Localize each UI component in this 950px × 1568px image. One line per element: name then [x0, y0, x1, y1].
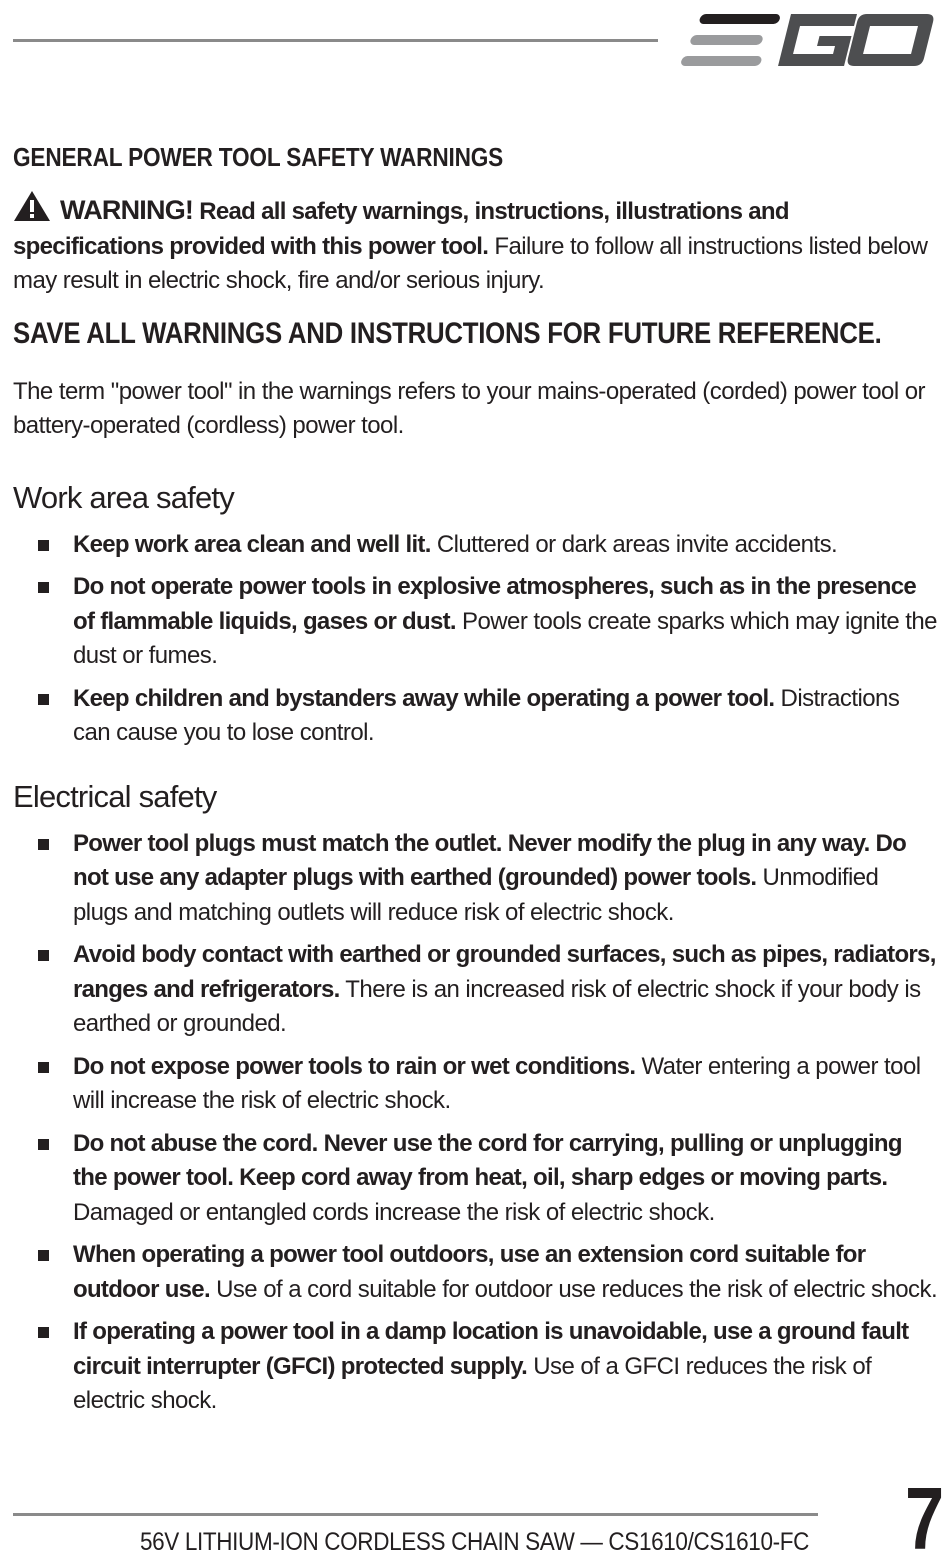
item-text: Distractions can cause you to lose control.	[73, 684, 900, 746]
warning-bold-text: Read all safety warnings, instructions, illustrations and specifications provided with this power tool.	[13, 198, 789, 260]
section-title: GENERAL POWER TOOL SAFETY WARNINGS	[13, 142, 504, 172]
page-number: 7	[905, 1469, 945, 1568]
ego-logo	[680, 10, 938, 70]
footer-product-line: 56V LITHIUM-ION CORDLESS CHAIN SAW — CS1610/CS1610-FC	[140, 1528, 810, 1556]
item-bold: If operating a power tool in a damp location is unavoidable, use a ground fault circuit interrupter (GFCI) protected supply.	[73, 1318, 909, 1380]
item-text: Water entering a power tool will increase the risk of electric shock.	[73, 1052, 921, 1114]
list-item	[13, 528, 938, 563]
item-bold: Avoid body contact with earthed or grounded surfaces, such as pipes, radiators, ranges and refrigerators.	[73, 941, 936, 1003]
bullet-icon	[38, 1139, 49, 1150]
work-area-heading: Work area safety	[13, 479, 234, 515]
header-rule	[13, 39, 658, 42]
list-item	[13, 1315, 938, 1419]
list-item	[13, 1050, 938, 1119]
item-text: Cluttered or dark areas invite accidents.	[436, 530, 838, 558]
bullet-icon	[38, 1062, 49, 1073]
electrical-list	[13, 827, 938, 1419]
svg-text:EGO: EGO	[797, 42, 821, 53]
electrical-heading: Electrical safety	[13, 778, 217, 814]
item-bold: Do not abuse the cord. Never use the cord for carrying, pulling or unplugging the power tool. Keep cord away from heat, oil, sharp edges or moving parts.	[73, 1129, 902, 1191]
bullet-icon	[38, 839, 49, 850]
term-note: The term "power tool" in the warnings refers to your mains-operated (corded) power tool or battery-operated (cordless) power tool.	[13, 377, 925, 439]
bullet-icon	[38, 950, 49, 961]
list-item	[13, 682, 938, 751]
item-bold: When operating a power tool outdoors, use an extension cord suitable for outdoor use.	[73, 1241, 866, 1303]
warning-paragraph	[13, 190, 938, 299]
item-text: Use of a cord suitable for outdoor use reduces the risk of electric shock.	[216, 1275, 938, 1303]
item-text: Unmodified plugs and matching outlets will reduce risk of electric shock.	[73, 864, 879, 926]
bullet-icon	[38, 1250, 49, 1261]
warning-text: Failure to follow all instructions listed below may result in electric shock, fire and/or serious injury.	[13, 232, 928, 294]
item-bold: Do not expose power tools to rain or wet conditions.	[73, 1052, 636, 1080]
item-bold: Power tool plugs must match the outlet. Never modify the plug in any way. Do not use any adapter plugs with earthed (grounded) power tools.	[73, 829, 907, 891]
bullet-icon	[38, 540, 49, 551]
list-item	[13, 938, 938, 1042]
bullet-icon	[38, 1327, 49, 1338]
warning-label: WARNING!	[60, 195, 194, 225]
item-bold: Keep work area clean and well lit.	[73, 530, 431, 558]
list-item	[13, 827, 938, 931]
warning-triangle-icon	[13, 190, 51, 222]
footer-rule	[13, 1513, 818, 1516]
list-item	[13, 1238, 938, 1307]
item-text: Use of a GFCI reduces the risk of electric shock.	[73, 1352, 872, 1414]
page-content	[13, 142, 938, 1427]
bullet-icon	[38, 582, 49, 593]
save-notice: SAVE ALL WARNINGS AND INSTRUCTIONS FOR FUTURE REFERENCE.	[13, 316, 882, 350]
bullet-icon	[38, 694, 49, 705]
item-text: There is an increased risk of electric shock if your body is earthed or grounded.	[73, 975, 921, 1037]
item-bold: Do not operate power tools in explosive atmospheres, such as in the presence of flammable liquids, gases or dust.	[73, 573, 917, 635]
item-text: Power tools create sparks which may ignite the dust or fumes.	[73, 607, 937, 669]
item-bold: Keep children and bystanders away while operating a power tool.	[73, 684, 775, 712]
work-area-list	[13, 528, 938, 751]
list-item	[13, 570, 938, 674]
list-item	[13, 1127, 938, 1231]
item-text: Damaged or entangled cords increase the risk of electric shock.	[73, 1198, 715, 1226]
